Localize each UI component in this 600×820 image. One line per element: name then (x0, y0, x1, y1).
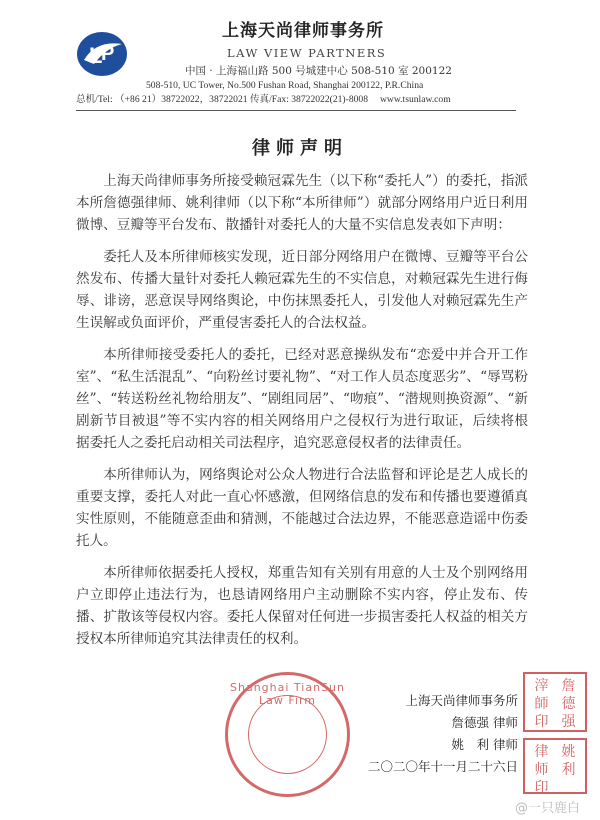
signature-lawyer: 詹德强 律师 (451, 715, 518, 730)
paragraph: 上海天尚律师事务所接受赖冠霖先生（以下称“委托人”）的委托，指派本所詹德强律师、姚利律师（以下称“本所律师”）就部分网络用户近日利用微博、豆瓣等平台发布、散播针对委托人的大量不实信息发表如下声明： (76, 173, 528, 233)
firm-name-en: LAW VIEW PARTNERS (227, 46, 387, 60)
svg-text:P: P (101, 43, 115, 65)
statement-body (76, 170, 528, 660)
firm-seal-text: Shanghai TianSun Law Firm (230, 681, 345, 707)
lawyer-seal-zhan: 滓 詹 師 德 印 强 (523, 672, 587, 732)
lawyer-seal-yao: 律 姚 师 利 印 (523, 738, 587, 794)
firm-seal (225, 672, 350, 797)
document-title: 律师声明 (252, 138, 348, 159)
signature-date: 二〇二〇年十一月二十六日 (367, 759, 518, 774)
svg-text:L: L (89, 43, 103, 68)
paragraph: 委托人及本所律师核实发现，近日部分网络用户在微博、豆瓣等平台公然发布、传播大量针对委托人赖冠霖先生的不实信息，对赖冠霖先生进行侮辱、诽谤，恶意误导网络舆论，中伤抹黑委托人，引发他人对赖冠霖先生产生误解或负面评价，严重侵害委托人的合法权益。 (76, 249, 528, 331)
firm-name-cn: 上海天尚律师事务所 (222, 21, 384, 41)
signature-lawyer: 姚 利 律师 (451, 737, 518, 752)
signature-firm: 上海天尚律师事务所 (405, 693, 518, 708)
contact-line: 总机/Tel: （+86 21）38722022，38722021 传真/Fax: 38722022(21)-8008 www.tsunlaw.com (76, 94, 451, 105)
weibo-watermark: @一只鹿白 (514, 801, 580, 816)
address-cn: 中国 · 上海福山路 500 号城建中心 508-510 室 200122 (185, 65, 452, 77)
address-en: 508-510, UC Tower, No.500 Fushan Road, Shanghai 200122, P.R.China (146, 80, 424, 91)
firm-logo-icon (76, 30, 128, 78)
paragraph: 本所律师认为，网络舆论对公众人物进行合法监督和评论是艺人成长的重要支撑，委托人对此一直心怀感激，但网络信息的发布和传播也要遵循真实性原则，不能随意歪曲和猜测，不能越过合法边界，不能恶意造谣中伤委托人。 (76, 467, 528, 549)
signature-block (368, 690, 518, 778)
paragraph: 本所律师接受委托人的委托，已经对恶意操纵发布“恋爱中并合开工作室”、“私生活混乱”、“向粉丝讨要礼物”、“对工作人员态度恶劣”、“辱骂粉丝”、“转送粉丝礼物给朋友”、“剧组同居”、“吻痕”、“潜规则换资源”、“新剧新节目被退”等不实内容的相关网络用户之侵权行为进行取证，后续将根据委托人之委托启动相关司法程序，追究恶意侵权者的法律责任。 (76, 347, 528, 451)
paragraph: 本所律师依据委托人授权，郑重告知有关别有用意的人士及个别网络用户立即停止违法行为，也恳请网络用户主动删除不实内容，停止发布、传播、扩散该等侵权内容。委托人保留对任何进一步损害委托人权益的相关方授权本所律师追究其法律责任的权利。 (76, 565, 528, 647)
letterhead-divider (76, 110, 516, 111)
